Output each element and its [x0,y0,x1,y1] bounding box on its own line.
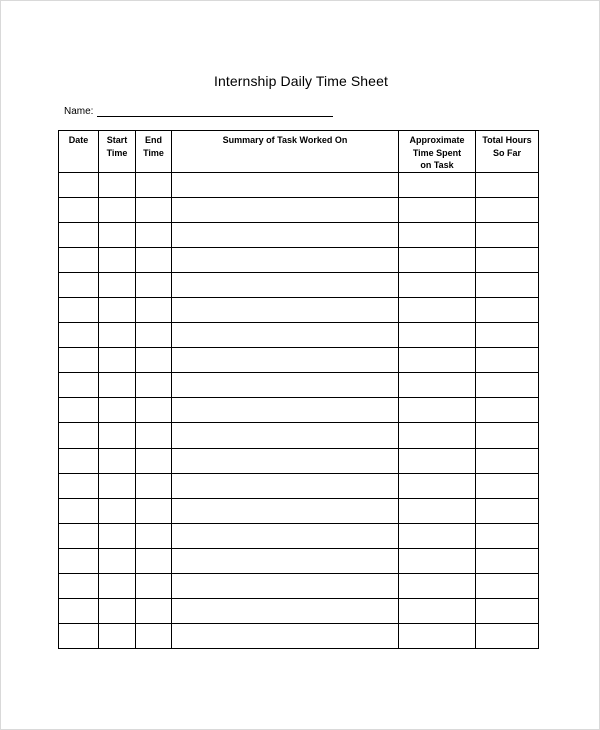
approximate-time-cell[interactable] [399,574,476,599]
approximate-time-cell[interactable] [399,272,476,297]
end-time-cell[interactable] [136,323,172,348]
total-hours-cell[interactable] [476,523,539,548]
table-row [59,624,539,649]
summary-cell[interactable] [172,272,399,297]
table-row [59,523,539,548]
total-hours-cell[interactable] [476,323,539,348]
end-time-cell[interactable] [136,348,172,373]
end-time-cell[interactable] [136,197,172,222]
date-cell[interactable] [59,599,99,624]
summary-cell[interactable] [172,172,399,197]
approximate-time-cell[interactable] [399,197,476,222]
table-row [59,473,539,498]
date-cell[interactable] [59,247,99,272]
approximate-time-cell[interactable] [399,398,476,423]
date-cell[interactable] [59,398,99,423]
end-time-cell[interactable] [136,498,172,523]
summary-cell[interactable] [172,423,399,448]
approximate-time-cell[interactable] [399,473,476,498]
table-row [59,548,539,573]
column-header-approximate-time: Approximate Time Spent on Task [399,131,476,173]
start-time-cell[interactable] [99,448,136,473]
table-row [59,423,539,448]
summary-cell[interactable] [172,348,399,373]
column-header-total-hours: Total Hours So Far [476,131,539,173]
approximate-time-cell[interactable] [399,373,476,398]
summary-cell[interactable] [172,473,399,498]
summary-cell[interactable] [172,398,399,423]
date-cell[interactable] [59,272,99,297]
total-hours-cell[interactable] [476,423,539,448]
date-cell[interactable] [59,423,99,448]
start-time-cell[interactable] [99,172,136,197]
table-row [59,599,539,624]
start-time-cell[interactable] [99,498,136,523]
table-row [59,297,539,322]
total-hours-cell[interactable] [476,373,539,398]
total-hours-cell[interactable] [476,574,539,599]
name-field[interactable] [97,106,333,117]
start-time-cell[interactable] [99,222,136,247]
summary-cell[interactable] [172,373,399,398]
table-row [59,172,539,197]
total-hours-cell[interactable] [476,222,539,247]
date-cell[interactable] [59,548,99,573]
approximate-time-cell[interactable] [399,599,476,624]
date-cell[interactable] [59,297,99,322]
approximate-time-cell[interactable] [399,624,476,649]
table-row [59,222,539,247]
approximate-time-cell[interactable] [399,247,476,272]
total-hours-cell[interactable] [476,624,539,649]
start-time-cell[interactable] [99,523,136,548]
start-time-cell[interactable] [99,624,136,649]
column-header-start-time: Start Time [99,131,136,173]
end-time-cell[interactable] [136,523,172,548]
approximate-time-cell[interactable] [399,523,476,548]
start-time-cell[interactable] [99,373,136,398]
total-hours-cell[interactable] [476,272,539,297]
end-time-cell[interactable] [136,172,172,197]
total-hours-cell[interactable] [476,348,539,373]
date-cell[interactable] [59,624,99,649]
end-time-cell[interactable] [136,574,172,599]
table-header-row [59,131,539,173]
start-time-cell[interactable] [99,473,136,498]
approximate-time-cell[interactable] [399,423,476,448]
start-time-cell[interactable] [99,297,136,322]
time-sheet-table [58,130,539,649]
start-time-cell[interactable] [99,398,136,423]
total-hours-cell[interactable] [476,473,539,498]
table-row [59,348,539,373]
table-row [59,247,539,272]
date-cell[interactable] [59,498,99,523]
end-time-cell[interactable] [136,624,172,649]
start-time-cell[interactable] [99,599,136,624]
summary-cell[interactable] [172,297,399,322]
summary-cell[interactable] [172,448,399,473]
total-hours-cell[interactable] [476,398,539,423]
start-time-cell[interactable] [99,323,136,348]
date-cell[interactable] [59,222,99,247]
start-time-cell[interactable] [99,548,136,573]
date-cell[interactable] [59,323,99,348]
table-row [59,323,539,348]
approximate-time-cell[interactable] [399,323,476,348]
end-time-cell[interactable] [136,297,172,322]
page-title: Internship Daily Time Sheet [214,73,388,89]
end-time-cell[interactable] [136,473,172,498]
end-time-cell[interactable] [136,423,172,448]
end-time-cell[interactable] [136,398,172,423]
total-hours-cell[interactable] [476,498,539,523]
start-time-cell[interactable] [99,348,136,373]
approximate-time-cell[interactable] [399,548,476,573]
end-time-cell[interactable] [136,373,172,398]
name-label: Name: [64,106,94,117]
summary-cell[interactable] [172,197,399,222]
table-row [59,574,539,599]
table-row [59,197,539,222]
total-hours-cell[interactable] [476,172,539,197]
end-time-cell[interactable] [136,548,172,573]
date-cell[interactable] [59,523,99,548]
summary-cell[interactable] [172,523,399,548]
approximate-time-cell[interactable] [399,222,476,247]
start-time-cell[interactable] [99,272,136,297]
end-time-cell[interactable] [136,448,172,473]
end-time-cell[interactable] [136,222,172,247]
date-cell[interactable] [59,197,99,222]
table-row [59,448,539,473]
summary-cell[interactable] [172,574,399,599]
name-row [64,106,333,117]
date-cell[interactable] [59,448,99,473]
total-hours-cell[interactable] [476,448,539,473]
total-hours-cell[interactable] [476,548,539,573]
start-time-cell[interactable] [99,197,136,222]
summary-cell[interactable] [172,548,399,573]
summary-cell[interactable] [172,624,399,649]
date-cell[interactable] [59,373,99,398]
start-time-cell[interactable] [99,247,136,272]
approximate-time-cell[interactable] [399,297,476,322]
start-time-cell[interactable] [99,574,136,599]
summary-cell[interactable] [172,323,399,348]
total-hours-cell[interactable] [476,599,539,624]
summary-cell[interactable] [172,222,399,247]
approximate-time-cell[interactable] [399,172,476,197]
table-row [59,398,539,423]
column-header-end-time: End Time [136,131,172,173]
approximate-time-cell[interactable] [399,498,476,523]
date-cell[interactable] [59,172,99,197]
total-hours-cell[interactable] [476,297,539,322]
end-time-cell[interactable] [136,247,172,272]
approximate-time-cell[interactable] [399,448,476,473]
start-time-cell[interactable] [99,423,136,448]
total-hours-cell[interactable] [476,197,539,222]
total-hours-cell[interactable] [476,247,539,272]
approximate-time-cell[interactable] [399,348,476,373]
summary-cell[interactable] [172,599,399,624]
date-cell[interactable] [59,473,99,498]
date-cell[interactable] [59,348,99,373]
date-cell[interactable] [59,574,99,599]
summary-cell[interactable] [172,247,399,272]
table-row [59,498,539,523]
summary-cell[interactable] [172,498,399,523]
column-header-date: Date [59,131,99,173]
table-row [59,272,539,297]
end-time-cell[interactable] [136,272,172,297]
column-header-summary: Summary of Task Worked On [172,131,399,173]
table-body [59,172,539,649]
table-row [59,373,539,398]
end-time-cell[interactable] [136,599,172,624]
